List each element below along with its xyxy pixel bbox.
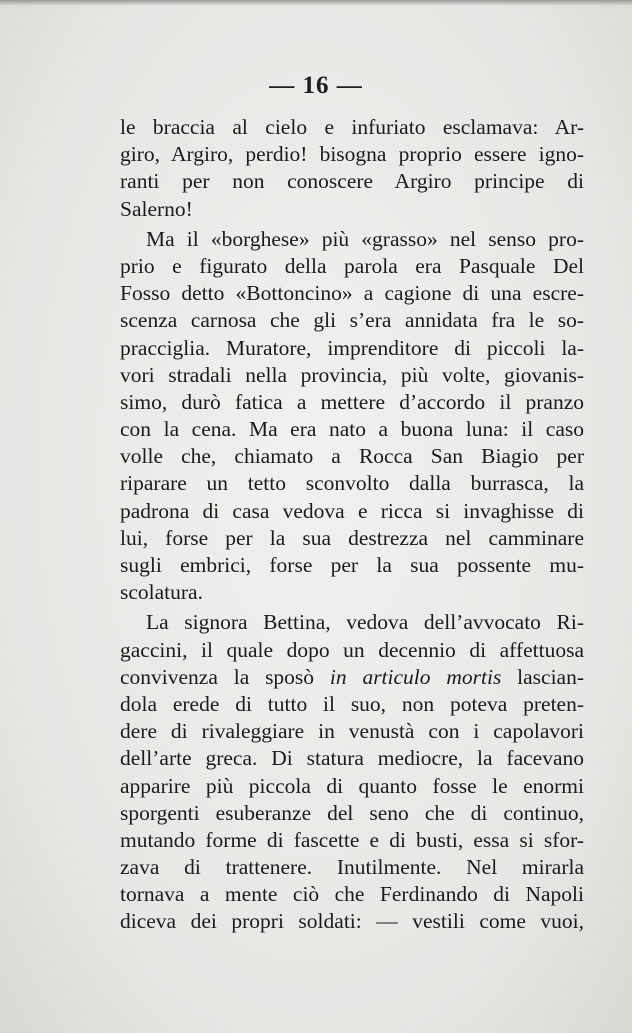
text-line: le braccia al cielo e infuriato esclamava: Ar- — [120, 115, 584, 139]
page-edge-shadow — [0, 0, 632, 6]
text-line: prio e figurato della parola era Pasquale Del — [120, 253, 584, 278]
text-segment: lascian- — [517, 664, 584, 689]
page-number: — 16 — — [269, 72, 363, 99]
text-line: scenza carnosa che gli s’era annidata fra le so- — [120, 308, 584, 333]
text-line: con la cena. Ma era nato a buona luna: il caso — [120, 417, 584, 442]
text-line: apparire più piccola di quanto fosse le enormi — [120, 773, 584, 798]
text-line: pracciglia. Muratore, imprenditore di piccoli la- — [120, 335, 584, 360]
text-line: diceva dei propri soldati: — vestili come vuoi, — [120, 909, 584, 934]
paragraph-3 — [120, 609, 584, 935]
text-line: giro, Argiro, perdio! bisogna proprio essere igno- — [120, 142, 584, 167]
text-line: Fosso detto «Bottoncino» a cagione di una escre- — [120, 281, 584, 306]
text-line-mixed — [120, 664, 584, 691]
text-segment: convivenza la sposò — [120, 664, 315, 689]
text-line: scolatura. — [120, 580, 203, 605]
text-line: dola erede di tutto il suo, non poteva preten- — [120, 691, 584, 716]
body-text — [120, 114, 584, 936]
text-line: volle che, chiamato a Rocca San Biagio per — [120, 444, 584, 469]
text-line: simo, durò fatica a mettere d’accordo il pranzo — [120, 389, 584, 414]
text-line: padrona di casa vedova e ricca si invaghisse di — [120, 498, 584, 523]
text-line: ranti per non conoscere Argiro principe di — [120, 169, 584, 194]
text-line: riparare un tetto sconvolto dalla burrasca, la — [120, 471, 584, 496]
text-line: vori stradali nella provincia, più volte, giovanis- — [120, 362, 584, 387]
italic-phrase: in articulo mortis — [329, 664, 502, 689]
text-line: zava di trattenere. Inutilmente. Nel mirarla — [120, 855, 584, 880]
text-line: dell’arte greca. Di statura mediocre, la facevano — [120, 746, 584, 771]
paragraph-1 — [120, 114, 584, 223]
text-line: La signora Bettina, vedova dell’avvocato Ri- — [146, 610, 584, 635]
text-line: gaccini, il quale dopo un decennio di affettuosa — [120, 637, 584, 662]
text-line: lui, forse per la sua destrezza nel camminare — [120, 525, 584, 550]
text-line: tornava a mente ciò che Ferdinando di Napoli — [120, 882, 584, 907]
text-line: sporgenti esuberanze del seno che di continuo, — [120, 800, 584, 825]
text-line: mutando forme di fascette e di busti, essa si sfor- — [120, 827, 584, 852]
text-line: sugli embrici, forse per la sua possente mu- — [120, 553, 584, 577]
text-line: Salerno! — [120, 196, 193, 221]
paragraph-2 — [120, 226, 584, 607]
text-line: dere di rivaleggiare in venustà con i capolavori — [120, 719, 584, 744]
text-line: Ma il «borghese» più «grasso» nel senso pro- — [146, 226, 584, 251]
